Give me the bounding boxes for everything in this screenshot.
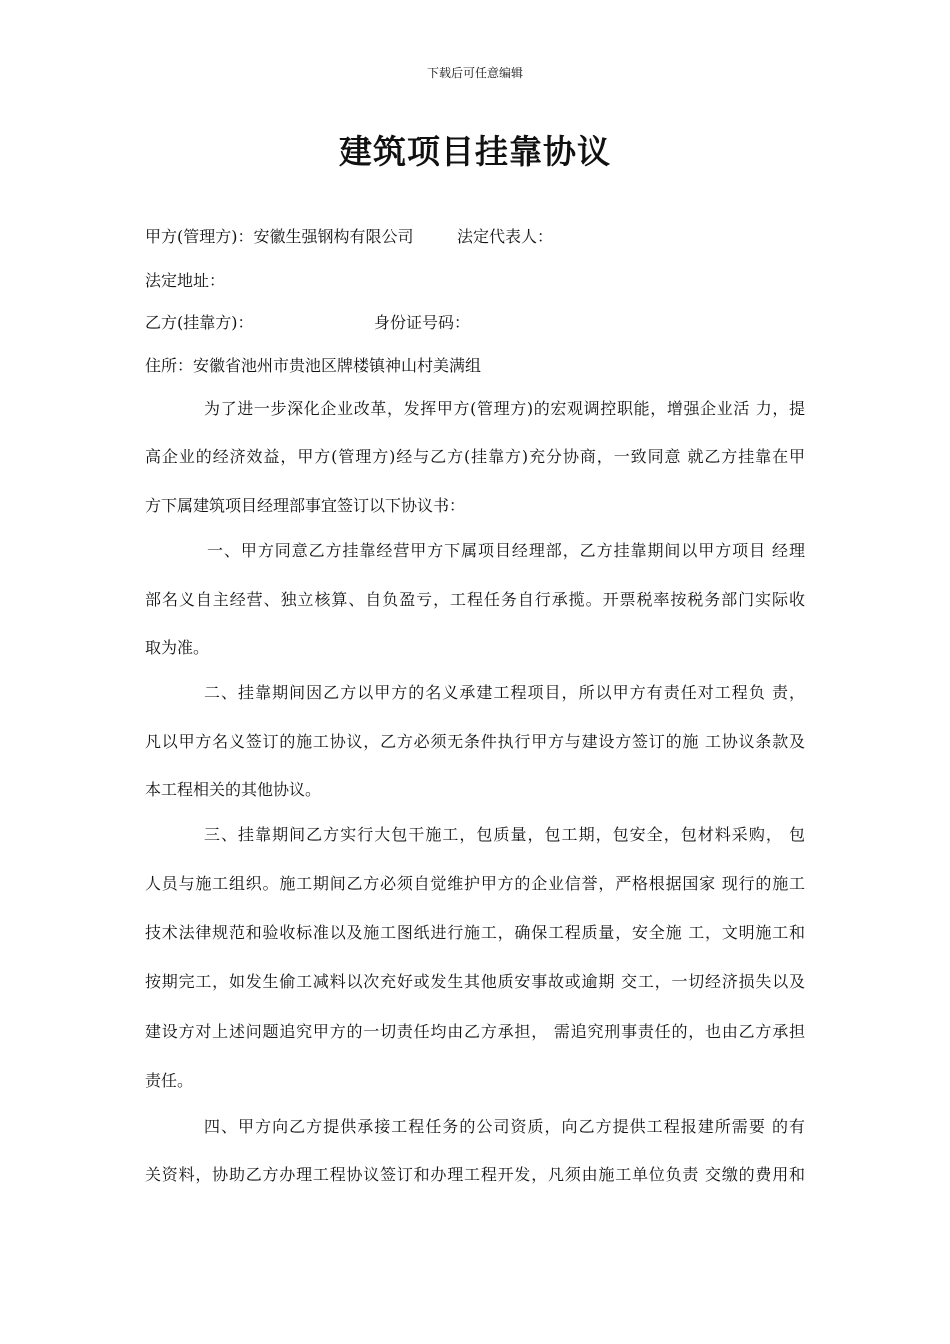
clause2-line-3: 本工程相关的其他协议。	[145, 780, 322, 799]
clause3-line-1: 三、挂靠期间乙方实行大包干施工，包质量，包工期，包安全，包材料采购， 包	[204, 825, 805, 844]
document-title: 建筑项目挂靠协议	[339, 132, 611, 171]
clause3-line-6: 责任。	[145, 1071, 194, 1090]
residence-line: 住所：安徽省池州市贵池区牌楼镇神山村美满组	[145, 356, 482, 375]
intro-line-1: 为了进一步深化企业改革，发挥甲方(管理方)的宏观调控职能，增强企业活 力，提	[204, 399, 805, 418]
intro-line-3: 方下属建筑项目经理部事宜签订以下协议书：	[145, 496, 466, 515]
clause3-line-5: 建设方对上述问题追究甲方的一切责任均由乙方承担， 需追究刑事责任的，也由乙方承担	[145, 1022, 805, 1041]
legal-address-label: 法定地址：	[145, 271, 226, 290]
clause3-line-4: 按期完工，如发生偷工减料以次充好或发生其他质安事故或逾期 交工，一切经济损失以及	[145, 972, 805, 991]
clause2-line-1: 二、挂靠期间因乙方以甲方的名义承建工程项目，所以甲方有责任对工程负 责，	[204, 683, 805, 702]
clause4-line-1: 四、甲方向乙方提供承接工程任务的公司资质，向乙方提供工程报建所需要 的有	[204, 1117, 805, 1136]
intro-line-2: 高企业的经济效益，甲方(管理方)经与乙方(挂靠方)充分协商，一致同意 就乙方挂靠在甲	[145, 447, 805, 466]
party-b-label: 乙方(挂靠方)：	[145, 313, 254, 332]
party-a-label: 甲方(管理方)：安徽生强钢构有限公司	[145, 227, 414, 246]
header-note: 下载后可任意编辑	[426, 66, 523, 80]
clause3-line-2: 人员与施工组织。施工期间乙方必须自觉维护甲方的企业信誉，严格根据国家 现行的施工	[145, 874, 805, 893]
clause4-line-2: 关资料，协助乙方办理工程协议签订和办理工程开发，凡须由施工单位负责 交缴的费用和	[145, 1165, 805, 1184]
party-a-rep-label: 法定代表人：	[457, 227, 554, 246]
clause1-line-3: 取为准。	[145, 638, 210, 657]
party-b-id-label: 身份证号码：	[374, 313, 471, 332]
clause3-line-3: 技术法律规范和验收标准以及施工图纸进行施工，确保工程质量，安全施 工，文明施工和	[145, 923, 805, 942]
clause1-line-2: 部名义自主经营、独立核算、自负盈亏，工程任务自行承揽。开票税率按税务部门实际收	[145, 590, 805, 609]
clause1-line-1: 一、甲方同意乙方挂靠经营甲方下属项目经理部，乙方挂靠期间以甲方项目 经理	[207, 541, 805, 560]
clause2-line-2: 凡以甲方名义签订的施工协议，乙方必须无条件执行甲方与建设方签订的施 工协议条款及	[145, 732, 805, 751]
